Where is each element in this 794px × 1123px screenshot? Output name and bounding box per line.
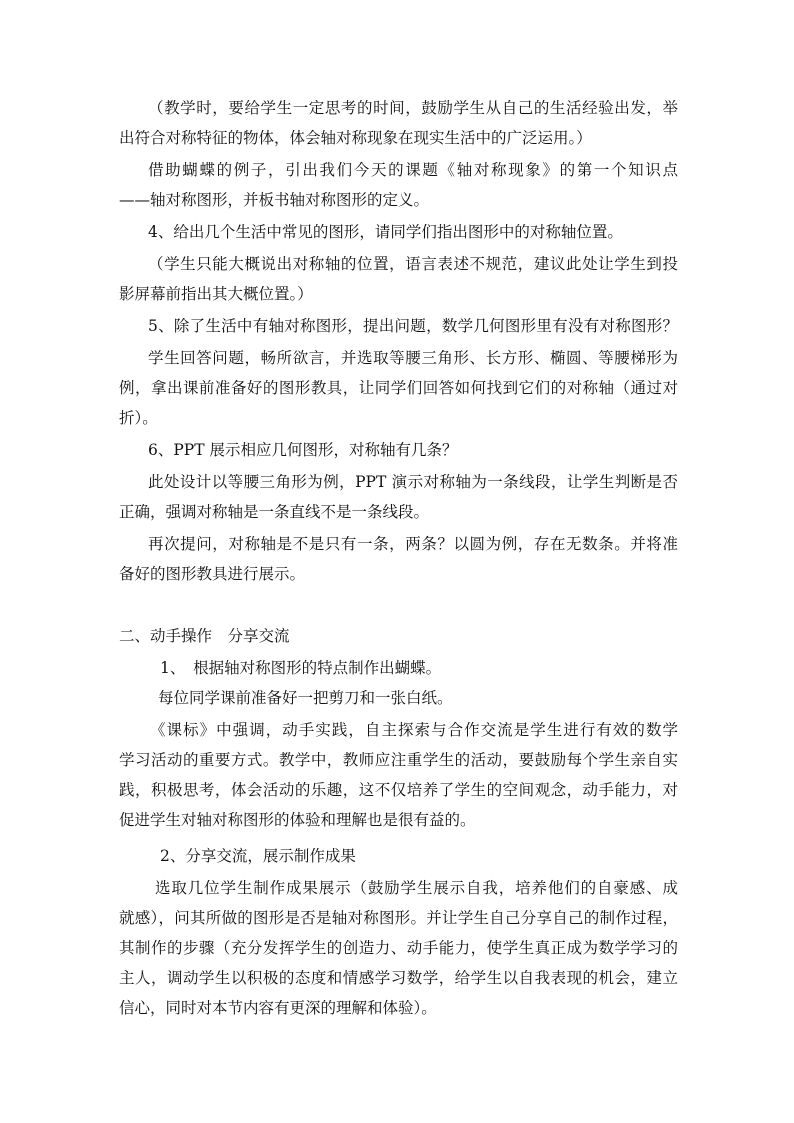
paragraph-line: 选取几位学生制作成果展示（鼓励学生展示自我，培养他们的自豪感、成 (155, 879, 678, 897)
paragraph-line: 主人，调动学生以积极的态度和情感学习数学，给学生以自我表现的机会，建立 (119, 969, 678, 987)
paragraph-line: 促进学生对轴对称图形的体验和理解也是很有益的。 (119, 811, 476, 829)
section-heading: 二、动手操作 分享交流 (119, 627, 290, 645)
paragraph-line: 备好的图形教具进行展示。 (119, 565, 306, 583)
paragraph-line: 每位同学课前准备好一把剪刀和一张白纸。 (158, 689, 453, 707)
paragraph-line: 此处设计以等腰三角形为例，PPT 演示对称轴为一条线段，让学生判断是否 (148, 473, 678, 491)
paragraph-line: 信心，同时对本节内容有更深的理解和体验）。 (119, 999, 437, 1017)
paragraph-line: 其制作的步骤（充分发挥学生的创造力、动手能力，使学生真正成为数学学习的 (119, 939, 678, 957)
paragraph-line: 再次提问，对称轴是不是只有一条，两条？以圆为例，存在无数条。并将准 (148, 535, 678, 553)
paragraph-line: 1、 根据轴对称图形的特点制作出蝴蝶。 (160, 659, 442, 677)
paragraph-line: 就感），问其所做的图形是否是轴对称图形。并让学生自己分享自己的制作过程， (119, 909, 678, 927)
paragraph-line: （教学时，要给学生一定思考的时间，鼓励学生从自己的生活经验出发，举 (148, 99, 678, 117)
paragraph-line: 学习活动的重要方式。教学中，教师应注重学生的活动，要鼓励每个学生亲自实 (119, 751, 678, 769)
paragraph-line: ——轴对称图形，并板书轴对称图形的定义。 (119, 191, 430, 209)
paragraph-line: 5、除了生活中有轴对称图形，提出问题，数学几何图形里有没有对称图形？ (148, 317, 678, 335)
paragraph-line: 例，拿出课前准备好的图形教具，让同学们回答如何找到它们的对称轴（通过对 (119, 379, 678, 397)
paragraph-line: （学生只能大概说出对称轴的位置，语言表述不规范，建议此处让学生到投 (148, 255, 678, 273)
paragraph-line: 践，积极思考，体会活动的乐趣，这不仅培养了学生的空间观念，动手能力，对 (119, 781, 678, 799)
paragraph-line: 正确，强调对称轴是一条直线不是一条线段。 (119, 503, 430, 521)
subsection-heading: 2、分享交流，展示制作成果 (160, 847, 356, 865)
paragraph-line: 折）。 (119, 409, 158, 427)
paragraph-line: 4、给出几个生活中常见的图形，请同学们指出图形中的对称轴位置。 (148, 223, 623, 241)
paragraph-line: 借助蝴蝶的例子，引出我们今天的课题《轴对称现象》的第一个知识点 (148, 161, 678, 179)
paragraph-line: 影屏幕前指出其大概位置。） (119, 285, 313, 303)
paragraph-line: 《课标》中强调，动手实践，自主探索与合作交流是学生进行有效的数学 (150, 721, 678, 739)
paragraph-line: 学生回答问题，畅所欲言，并选取等腰三角形、长方形、椭圆、等腰梯形为 (148, 349, 678, 367)
paragraph-line: 6、PPT 展示相应几何图形，对称轴有几条？ (148, 441, 458, 459)
paragraph-line: 出符合对称特征的物体，体会轴对称现象在现实生活中的广泛运用。） (119, 129, 592, 147)
